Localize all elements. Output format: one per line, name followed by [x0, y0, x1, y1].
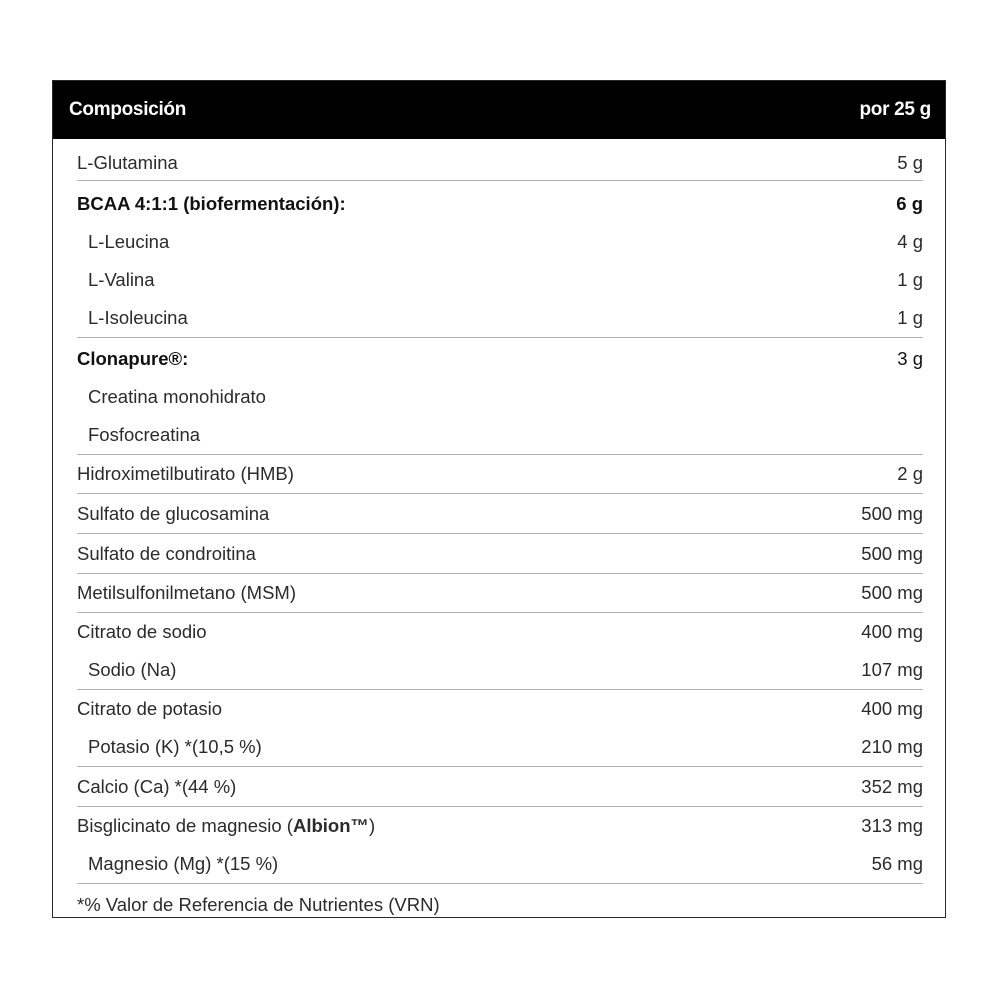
table-row [77, 613, 923, 651]
row-group [77, 455, 923, 494]
table-row [77, 299, 923, 337]
ingredient-amount: 1 g [897, 269, 923, 290]
table-row [77, 574, 923, 612]
table-body [53, 139, 945, 926]
footnote [77, 884, 923, 926]
row-group [77, 494, 923, 534]
ingredient-label: Potasio (K) *(10,5 %) [88, 736, 262, 757]
table-row [77, 185, 923, 223]
ingredient-label: L-Glutamina [77, 151, 178, 173]
ingredient-label: Sulfato de condroitina [77, 542, 256, 564]
ingredient-label: Citrato de sodio [77, 621, 207, 642]
ingredient-amount: 5 g [897, 151, 923, 173]
ingredient-amount: 3 g [897, 348, 923, 369]
ingredient-label: BCAA 4:1:1 (biofermentación): [77, 193, 346, 214]
row-group [77, 338, 923, 455]
brand-albion: Albion™ [292, 815, 369, 836]
table-row [77, 378, 923, 416]
ingredient-amount: 4 g [897, 231, 923, 252]
row-group [77, 534, 923, 574]
ingredient-label: Calcio (Ca) *(44 %) [77, 775, 237, 797]
table-row [77, 223, 923, 261]
ingredient-amount: 210 mg [861, 736, 923, 757]
ingredient-label: Clonapure®: [77, 348, 189, 369]
ingredient-label: Magnesio (Mg) *(15 %) [88, 853, 279, 874]
ingredient-amount: 500 mg [861, 502, 923, 524]
ingredient-amount: 400 mg [861, 621, 923, 642]
row-group [77, 613, 923, 690]
composition-table [52, 80, 946, 918]
table-row [77, 690, 923, 728]
ingredient-amount: 56 mg [871, 853, 923, 874]
ingredient-label: L-Isoleucina [88, 307, 188, 328]
ingredient-amount: 352 mg [861, 775, 923, 797]
table-row [77, 340, 923, 378]
ingredient-amount: 500 mg [861, 582, 923, 603]
ingredient-label: Creatina monohidrato [88, 386, 266, 407]
table-row [77, 534, 923, 573]
label-prefix: Bisglicinato de magnesio ( [77, 815, 293, 836]
row-group [77, 690, 923, 767]
table-row [77, 148, 923, 177]
table-header [53, 81, 945, 139]
ingredient-label: L-Valina [88, 269, 155, 290]
ingredient-amount: 6 g [896, 193, 923, 214]
table-row [77, 416, 923, 454]
ingredient-label [77, 815, 375, 837]
ingredient-amount: 500 mg [861, 542, 923, 564]
table-row [77, 845, 923, 883]
ingredient-label: Metilsulfonilmetano (MSM) [77, 582, 296, 603]
ingredient-amount: 313 mg [861, 815, 923, 836]
row-group [77, 807, 923, 884]
ingredient-label: Sulfato de glucosamina [77, 502, 270, 524]
table-row [77, 455, 923, 493]
ingredient-label: Hidroximetilbutirato (HMB) [77, 463, 294, 484]
table-row [77, 651, 923, 689]
ingredient-label: L-Leucina [88, 231, 170, 252]
table-row [77, 767, 923, 806]
row-group [77, 574, 923, 613]
ingredient-amount: 2 g [897, 463, 923, 484]
table-row [77, 494, 923, 533]
ingredient-amount: 1 g [897, 307, 923, 328]
row-group [77, 767, 923, 807]
label-suffix: ) [369, 815, 376, 836]
ingredient-amount: 400 mg [861, 698, 923, 719]
table-row [77, 261, 923, 299]
ingredient-amount: 107 mg [861, 659, 923, 680]
table-row [77, 728, 923, 766]
row-group [77, 139, 923, 181]
ingredient-label: Citrato de potasio [77, 698, 223, 719]
footnote-text: *% Valor de Referencia de Nutrientes (VRN) [77, 894, 440, 915]
footnote-group [77, 884, 923, 926]
header-title: Composición [69, 99, 187, 120]
header-serving: por 25 g [859, 99, 931, 120]
row-group [77, 181, 923, 338]
ingredient-label: Fosfocreatina [88, 424, 201, 445]
table-row [77, 807, 923, 845]
ingredient-label: Sodio (Na) [88, 659, 177, 680]
